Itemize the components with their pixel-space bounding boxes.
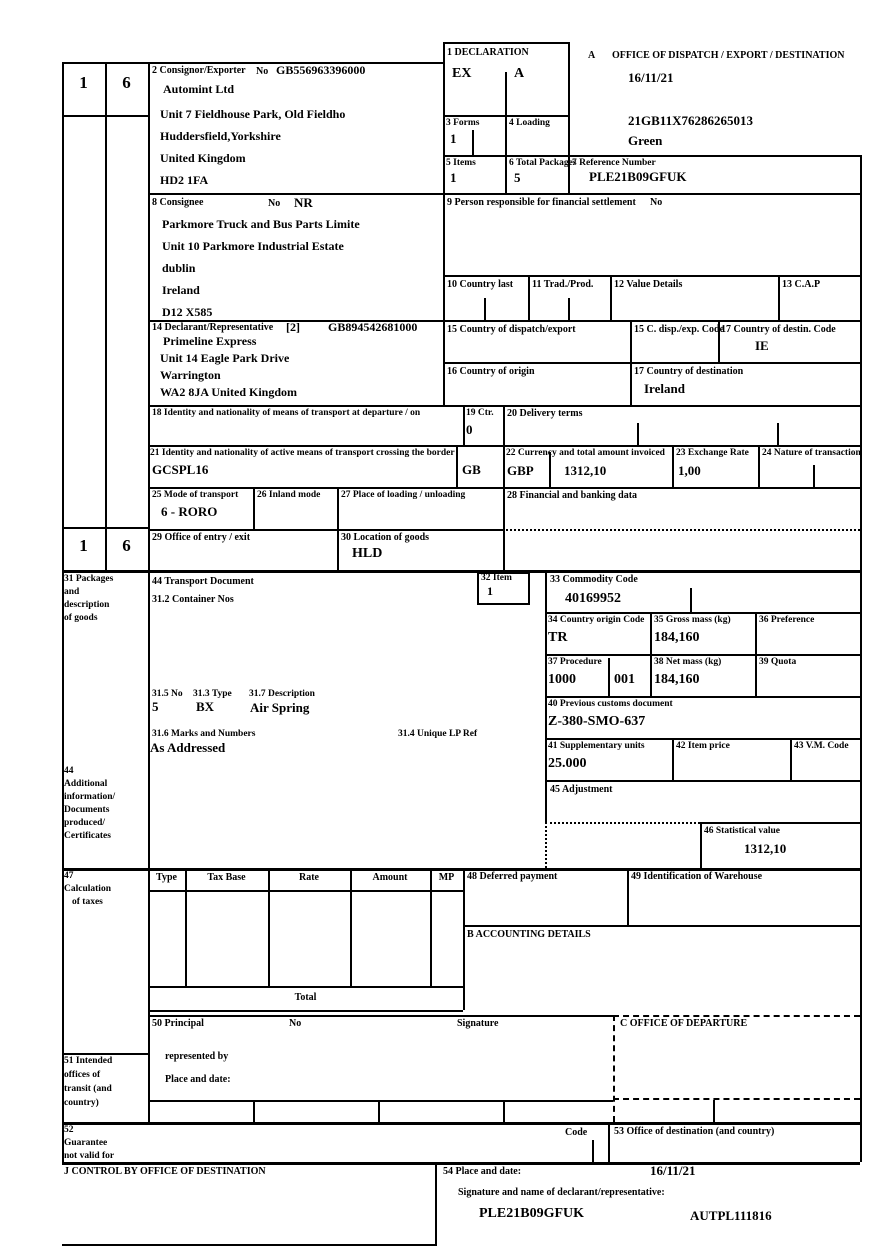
grid-line (62, 1162, 860, 1165)
grid-line (148, 1100, 613, 1102)
box20-label: 20 Delivery terms (507, 408, 583, 419)
box35-value: 184,160 (654, 630, 700, 645)
boxJ-label: J CONTROL BY OFFICE OF DESTINATION (64, 1166, 266, 1177)
tax-header-mp: MP (438, 872, 455, 883)
box51-label: 51 Intended (64, 1056, 113, 1066)
grid-line (443, 42, 568, 44)
tax-header-rate: Rate (299, 872, 319, 883)
grid-line (672, 738, 674, 780)
box19-label: 19 Ctr. (466, 408, 494, 418)
box26-label: 26 Inland mode (257, 490, 321, 500)
tick-mark (592, 1140, 594, 1162)
box8-line: D12 X585 (162, 305, 213, 319)
box41-label: 41 Supplementary units (548, 741, 645, 751)
box2-line: Unit 7 Fieldhouse Park, Old Fieldho (160, 107, 346, 121)
box49-label: 49 Identification of Warehouse (631, 871, 763, 882)
tick-mark (813, 465, 815, 487)
box3-value: 1 (450, 131, 457, 146)
grid-line (253, 1100, 255, 1122)
box15-label: 15 Country of dispatch/export (447, 324, 576, 335)
box8-label: 8 Consignee (152, 197, 204, 208)
box15a-label: 15 C. disp./exp. Code (634, 324, 725, 335)
tick-mark (637, 423, 639, 445)
dotted-line (545, 822, 700, 824)
box2-line: Huddersfield,Yorkshire (160, 129, 281, 143)
grid-line (62, 570, 860, 573)
box17-label: 17 Country of destination (634, 366, 744, 377)
box54-date: 16/11/21 (650, 1163, 696, 1178)
box34-label: 34 Country origin Code (548, 615, 645, 625)
box18-label: 18 Identity and nationality of means of transport at departure / on (152, 408, 421, 418)
grid-line (62, 62, 443, 64)
tax-header-amount: Amount (372, 872, 408, 883)
grid-line (435, 1162, 437, 1244)
box31-desc-label: 31.7 Description (249, 689, 315, 699)
box52-code-label: Code (565, 1127, 588, 1138)
grid-line (148, 529, 503, 531)
box5-value: 1 (450, 170, 457, 185)
box31-label: and (64, 587, 80, 597)
box50-place-label: Place and date: (165, 1074, 231, 1085)
box31-type-label: 31.3 Type (193, 689, 232, 699)
box32-label: 32 Item (481, 573, 512, 583)
box37-value-b: 001 (614, 672, 635, 687)
box22-currency: GBP (507, 463, 534, 478)
box6-value: 5 (514, 170, 521, 185)
box14-line: Warrington (160, 368, 221, 382)
box33-label: 33 Commodity Code (550, 574, 638, 585)
grid-line (545, 696, 860, 698)
box44-label: Documents (64, 805, 110, 815)
grid-line (545, 738, 860, 740)
box5-label: 5 Items (446, 158, 476, 168)
grid-line (443, 42, 445, 405)
box7-label: 7 Reference Number (572, 158, 656, 168)
box50-signature-label: Signature (457, 1018, 499, 1029)
box45-label: 45 Adjustment (550, 784, 613, 795)
box31-marks-value: As Addressed (150, 740, 226, 755)
box14-rep-code: [2] (286, 320, 300, 334)
box46-label: 46 Statistical value (704, 826, 780, 836)
grid-line (185, 868, 187, 986)
box22-amount: 1312,10 (564, 463, 607, 478)
box36-label: 36 Preference (759, 615, 815, 625)
grid-line (253, 487, 255, 529)
grid-line (62, 1122, 860, 1125)
box8-line: dublin (162, 261, 196, 275)
box31-no-label: 31.5 No (152, 689, 183, 699)
box6-label: 6 Total Packages (509, 158, 577, 168)
dotted-line (503, 529, 860, 531)
grid-line (713, 1100, 715, 1122)
box25-label: 25 Mode of transport (152, 490, 239, 500)
tick-mark (777, 423, 779, 445)
box47-label: Calculation (64, 884, 111, 894)
box2-line: Automint Ltd (163, 82, 235, 96)
boxA-mrn: 21GB11X76286265013 (628, 113, 753, 128)
box17a-label: 17 Country of destin. Code (721, 324, 836, 335)
box2-eori: GB556963396000 (276, 63, 366, 77)
box34-value: TR (548, 630, 568, 645)
grid-line (630, 320, 632, 405)
box50-represented-label: represented by (165, 1051, 229, 1062)
box14-line: Primeline Express (163, 334, 257, 348)
grid-line (148, 986, 463, 988)
grid-line (778, 275, 780, 320)
grid-line (545, 612, 860, 614)
box31-label: 31 Packages (64, 574, 114, 584)
box1-type: EX (452, 66, 472, 81)
grid-line (463, 405, 465, 445)
box51-label: country) (64, 1098, 99, 1108)
box31-marks-label: 31.6 Marks and Numbers (152, 729, 256, 739)
box48-label: 48 Deferred payment (467, 871, 558, 882)
grid-line (627, 868, 629, 925)
box44-label: information/ (64, 792, 116, 802)
grid-line (700, 822, 860, 824)
grid-line (148, 62, 150, 1122)
grid-line (545, 654, 860, 656)
grid-line (503, 405, 505, 570)
grid-line (378, 1100, 380, 1122)
box30-value: HLD (352, 546, 383, 561)
dashed-line (613, 1098, 860, 1100)
box35-label: 35 Gross mass (kg) (654, 615, 731, 625)
box2-line: HD2 1FA (160, 173, 209, 187)
dashed-line (613, 1015, 860, 1017)
box21-value: GCSPL16 (152, 462, 209, 477)
box42-label: 42 Item price (676, 741, 730, 751)
grid-line (62, 1053, 148, 1055)
box17a-value: IE (755, 338, 769, 353)
dashed-line (613, 1015, 615, 1122)
grid-line (463, 868, 465, 1010)
boxB-label: B ACCOUNTING DETAILS (467, 929, 591, 940)
box27-label: 27 Place of loading / unloading (341, 490, 466, 500)
box21-nationality: GB (462, 462, 481, 477)
box21-label: 21 Identity and nationality of active means of transport crossing the border (150, 448, 455, 458)
box38-label: 38 Net mass (kg) (654, 657, 722, 667)
box23-value: 1,00 (678, 463, 701, 478)
box16-label: 16 Country of origin (447, 366, 535, 377)
box54-auth-code: AUTPL111816 (690, 1208, 772, 1223)
grid-line (545, 570, 547, 822)
box40-value: Z-380-SMO-637 (548, 714, 646, 729)
box1-subtype: A (514, 66, 525, 81)
grid-line (148, 1010, 463, 1012)
grid-line (528, 275, 530, 320)
box24-label: 24 Nature of transaction (762, 448, 861, 458)
box51-label: offices of (64, 1070, 101, 1080)
box28-label: 28 Financial and banking data (507, 490, 638, 501)
grid-line (148, 1015, 613, 1017)
box31-lp-ref-label: 31.4 Unique LP Ref (398, 729, 478, 739)
box54-label: 54 Place and date: (443, 1166, 522, 1177)
box11-label: 11 Trad./Prod. (532, 279, 594, 290)
box13-label: 13 C.A.P (782, 279, 821, 290)
box8-line: Ireland (162, 283, 200, 297)
box44-label: produced/ (64, 818, 106, 828)
grid-line (672, 445, 674, 487)
box2-no-label: No (256, 66, 269, 77)
grid-line (443, 362, 860, 364)
box44-label: Additional (64, 779, 108, 789)
box8-no-label: No (268, 198, 281, 209)
box17-value: Ireland (644, 381, 685, 396)
box31-transport-doc-label: 44 Transport Document (152, 576, 254, 587)
box1-label: 1 DECLARATION (447, 47, 529, 58)
grid-line (755, 612, 757, 696)
grid-line (463, 925, 860, 927)
box9-no-label: No (650, 197, 663, 208)
grid-line (860, 155, 862, 1162)
box44-label: 44 (64, 766, 74, 776)
box51-label: transit (and (64, 1084, 112, 1094)
box8-no-value: NR (294, 195, 313, 210)
tick-mark (472, 130, 474, 155)
grid-line (62, 1244, 437, 1246)
box37-value-a: 1000 (548, 672, 576, 687)
box22-label: 22 Currency and total amount invoiced (506, 448, 665, 458)
box4-label: 4 Loading (509, 118, 550, 128)
box44-label: Certificates (64, 831, 111, 841)
tick-mark (690, 588, 692, 612)
box10-label: 10 Country last (447, 279, 514, 290)
copy-number-last: 6 (122, 73, 131, 92)
box29-label: 29 Office of entry / exit (152, 532, 251, 543)
box14-label: 14 Declarant/Representative (152, 322, 274, 333)
box50-no-label: No (289, 1018, 302, 1029)
box46-value: 1312,10 (744, 841, 787, 856)
copy-number-last: 6 (122, 536, 131, 555)
tick-mark (484, 298, 486, 320)
box41-value: 25.000 (548, 756, 587, 771)
boxC-label: C OFFICE OF DEPARTURE (620, 1018, 748, 1029)
box2-line: United Kingdom (160, 151, 246, 165)
grid-line (650, 612, 652, 696)
box40-label: 40 Previous customs document (548, 699, 673, 709)
box50-label: 50 Principal (152, 1018, 204, 1029)
box53-label: 53 Office of destination (and country) (614, 1126, 775, 1137)
box9-label: 9 Person responsible for financial settlement (447, 197, 636, 208)
grid-line (148, 890, 463, 892)
box14-line: Unit 14 Eagle Park Drive (160, 351, 290, 365)
copy-number-first: 1 (79, 536, 88, 555)
grid-line (545, 780, 860, 782)
box25-value: 6 - RORO (161, 504, 218, 519)
box31-type-value: BX (196, 699, 215, 714)
box47-label: of taxes (72, 897, 103, 907)
grid-line (350, 868, 352, 986)
box37-label: 37 Procedure (548, 657, 602, 667)
box8-line: Parkmore Truck and Bus Parts Limite (162, 217, 360, 231)
grid-line (148, 193, 860, 195)
grid-line (456, 445, 458, 487)
box14-line: WA2 8JA United Kingdom (160, 385, 298, 399)
box31-container-label: 31.2 Container Nos (152, 594, 234, 605)
grid-line (505, 72, 507, 193)
box31-label: description (64, 600, 110, 610)
copy-number-first: 1 (79, 73, 88, 92)
tick-mark (568, 298, 570, 320)
box52-label: Guarantee (64, 1138, 108, 1148)
grid-line (62, 62, 64, 1162)
box54-reference: PLE21B09GFUK (479, 1206, 585, 1221)
box14-eori: GB894542681000 (328, 320, 418, 334)
box32-value: 1 (487, 584, 493, 598)
box54-signature-label: Signature and name of declarant/representative: (458, 1187, 665, 1198)
box31-no-value: 5 (152, 699, 159, 714)
box52-label: not valid for (64, 1151, 115, 1161)
grid-line (758, 445, 760, 487)
grid-line (443, 275, 860, 277)
dotted-line (545, 822, 547, 868)
boxA-letter: A (588, 50, 596, 61)
grid-line (568, 42, 570, 193)
grid-line (105, 62, 107, 570)
box31-desc-value: Air Spring (250, 700, 310, 715)
grid-line (430, 868, 432, 986)
grid-line (268, 868, 270, 986)
tax-header-taxbase: Tax Base (207, 872, 246, 883)
box31-label: of goods (64, 613, 98, 623)
grid-line (610, 275, 612, 320)
grid-line (790, 738, 792, 780)
box2-label: 2 Consignor/Exporter (152, 65, 246, 76)
box38-value: 184,160 (654, 672, 700, 687)
box8-line: Unit 10 Parkmore Industrial Estate (162, 239, 344, 253)
box3-label: 3 Forms (446, 118, 480, 128)
box52-label: 52 (64, 1125, 74, 1135)
grid-line (503, 1100, 505, 1122)
box33-value: 40169952 (565, 591, 621, 606)
box12-label: 12 Value Details (614, 279, 683, 290)
tax-header-type: Type (156, 872, 177, 883)
grid-line (700, 822, 702, 868)
box43-label: 43 V.M. Code (794, 741, 849, 751)
box47-label: 47 (64, 871, 74, 881)
box19-value: 0 (466, 422, 473, 437)
box39-label: 39 Quota (759, 657, 797, 667)
box7-value: PLE21B09GFUK (589, 169, 687, 184)
box30-label: 30 Location of goods (341, 532, 430, 543)
boxA-routing: Green (628, 133, 663, 148)
tax-total-label: Total (294, 992, 317, 1003)
box23-label: 23 Exchange Rate (676, 448, 749, 458)
grid-line (608, 1122, 610, 1162)
boxA-date: 16/11/21 (628, 70, 674, 85)
grid-line (337, 487, 339, 570)
tick-mark (608, 658, 610, 696)
boxA-title: OFFICE OF DISPATCH / EXPORT / DESTINATION (612, 50, 845, 61)
